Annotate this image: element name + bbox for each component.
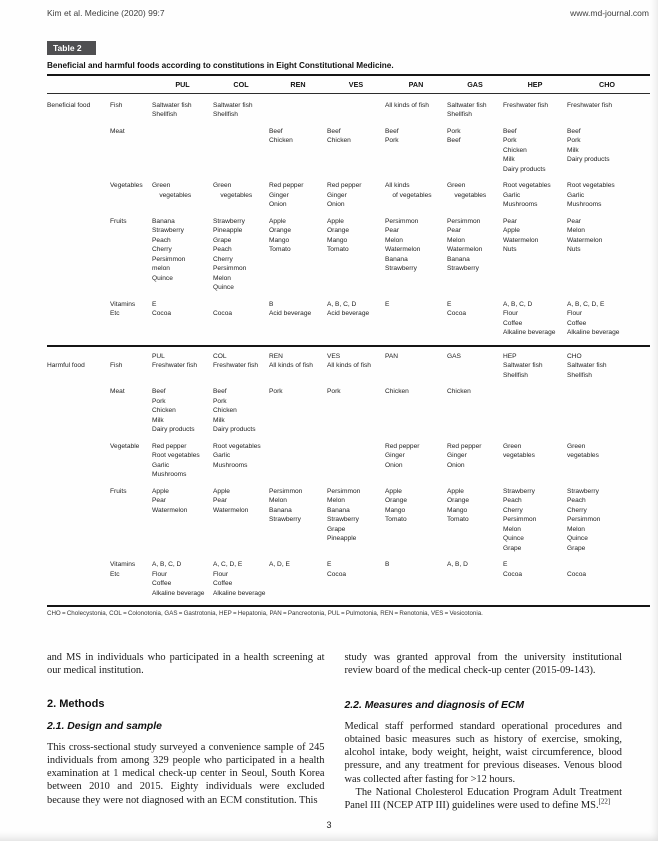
table-cell: Green vegetables	[213, 182, 253, 199]
table-cell: Pear Melon Watermelon Nuts	[567, 217, 603, 253]
row-category: Fish	[110, 362, 123, 369]
table-row	[47, 181, 650, 210]
table-cell: B	[385, 561, 390, 568]
table-cell: Banana Strawberry Peach Cherry Persimmon melon Quince	[152, 217, 186, 282]
table-badge: Table 2	[47, 41, 96, 55]
table-cell: A, B, C, D Flour Coffee Alkaline beverage	[152, 561, 205, 597]
spacer	[47, 352, 110, 362]
row-category: Vegetables	[110, 182, 143, 189]
table-cell: Persimmon Melon Banana Strawberry Grape Pineapple	[327, 487, 361, 542]
section-divider-rule	[47, 345, 650, 347]
section-label: Beneficial food	[47, 101, 91, 109]
table-cell: All kinds of fish	[385, 101, 429, 109]
table-cell: Cocoa	[213, 310, 233, 317]
spacer	[110, 80, 152, 90]
table-cell: Root vegetables Garlic Mushrooms	[567, 182, 615, 208]
spacer	[110, 352, 152, 362]
table-cell: Chicken	[447, 388, 471, 395]
table-cell: A, D, E	[269, 561, 290, 568]
table-2-block	[47, 38, 650, 617]
table-cell: Pear Apple Watermelon Nuts	[503, 217, 539, 253]
paragraph-text: The National Cholesterol Education Program Adult Treatment Panel III (NCEP ATP III) guidelines were used to define MS.	[344, 786, 622, 811]
section-label	[47, 387, 110, 435]
journal-url[interactable]: www.md-journal.com	[570, 8, 649, 18]
table-cell: Beef Pork Chicken Milk Dairy products	[213, 388, 256, 433]
table-title: Beneficial and harmful foods according to constitutions in Eight Constitutional Medicine.	[47, 61, 394, 70]
section-label	[47, 560, 110, 598]
table-cell: Red pepper Ginger Onion	[327, 182, 362, 208]
column-header: VES	[327, 352, 341, 360]
table-cell: Apple Orange Mango Tomato	[269, 217, 291, 253]
column-header: COL	[213, 352, 227, 360]
table-cell: A, C, D, E Flour Coffee Alkaline beverage	[213, 561, 266, 597]
table-cell: Beef Pork	[385, 127, 399, 144]
table-cell: Cocoa	[567, 570, 587, 578]
table-cell	[213, 127, 269, 175]
table-cell: Strawberry Peach Cherry Persimmon Melon Quince Grape	[503, 487, 537, 552]
spacer	[47, 80, 110, 90]
table-cell: Pork Beef	[447, 127, 461, 144]
body-left-column	[47, 651, 325, 812]
row-category: Meat	[110, 127, 125, 135]
table-cell: Green vegetables	[503, 442, 535, 459]
column-header: PUL	[152, 352, 165, 360]
table-cell: Freshwater fish	[152, 362, 198, 369]
subsection-heading-design: 2.1. Design and sample	[47, 721, 162, 733]
section-label	[47, 442, 110, 480]
row-category: Fruits	[110, 487, 127, 495]
table-body	[47, 94, 650, 599]
table-cell: A, B, C, D Flour Coffee Alkaline beverage	[503, 300, 556, 336]
table-cell: Green vegetables	[567, 442, 599, 459]
table-row	[47, 127, 650, 175]
page-header	[0, 0, 658, 18]
column-header: PUL	[175, 80, 190, 89]
table-cell: Saltwater fish Shellfish	[447, 101, 487, 118]
column-header: REN	[290, 80, 306, 89]
row-category: Fish	[110, 101, 123, 109]
paragraph: Medical staff performed standard operational procedures and obtained basic measures such as history of exercise, smoking, alcohol intake, body weight, height, waist circumference, blood pressure, and any treatment for previous diseases. Venous blood was collected after fasting for >12 hours.	[344, 721, 622, 785]
repeat-column-headers	[47, 352, 650, 362]
table-row	[47, 387, 650, 435]
table-row	[47, 560, 650, 598]
column-header: PAN	[408, 80, 424, 89]
table-cell: Saltwater fish Shellfish	[503, 362, 543, 379]
section-label: Harmful food	[47, 362, 85, 369]
column-header: HEP	[503, 352, 517, 360]
table-cell	[327, 101, 385, 120]
column-header: VES	[348, 80, 364, 89]
section-heading-methods: 2. Methods	[47, 698, 105, 711]
table-cell: Red pepper Ginger Onion	[447, 442, 482, 469]
table-cell: Saltwater fish Shellfish	[213, 101, 253, 118]
body-text	[47, 651, 622, 812]
paragraph: study was granted approval from the university institutional review board of the medical check-up center (2015-09-143).	[344, 652, 622, 677]
table-cell: Pork	[327, 388, 341, 395]
table-cell	[269, 101, 327, 120]
paragraph: This cross-sectional study surveyed a convenience sample of 245 individuals from among 329 people who participated in a health examination at 1 medical check-up center in Seoul, South Korea between 2010 and 2015. Eighty individuals were excluded because they were not diagnosed with an ECM constitution. This	[47, 742, 325, 806]
table-cell: Apple Pear Watermelon	[213, 487, 249, 514]
table-cell: Beef Pork Chicken Milk Dairy products	[152, 388, 195, 433]
table-cell	[152, 127, 213, 175]
section-label	[47, 217, 110, 293]
table-cell: Freshwater fish	[503, 101, 549, 109]
table-cell: All kinds of fish	[269, 362, 313, 369]
table-cell	[503, 387, 567, 435]
table-cell: Saltwater fish Shellfish	[567, 362, 607, 379]
table-cell: Chicken	[385, 388, 409, 395]
table-cell: E	[385, 300, 390, 308]
table-cell: A, B, C, D Acid beverage	[327, 300, 370, 317]
table-cell	[567, 387, 647, 435]
table-cell: B Acid beverage	[269, 300, 312, 317]
table-cell: Apple Orange Mango Tomato	[327, 217, 349, 253]
table-footnote: CHO = Cholecystonia, COL = Colonotonia, GAS = Gastrotonia, HEP = Hepatonia, PAN = Pancreotonia, PUL = Pulmotonia, REN = Renotonia, VES = Vesicotonia.	[47, 610, 483, 617]
running-head: Kim et al. Medicine (2020) 99:7	[47, 8, 165, 18]
subsection-heading-measures: 2.2. Measures and diagnosis of ECM	[344, 700, 525, 712]
row-category: Vitamins Etc	[110, 300, 136, 317]
column-header: CHO	[599, 80, 615, 89]
table-cell: A, B, C, D, E Flour Coffee Alkaline beverage	[567, 300, 620, 336]
citation-ref-22[interactable]: [22]	[598, 797, 611, 806]
table-cell: Root vegetables Garlic Mushrooms	[213, 442, 261, 469]
table-bottom-rule	[47, 605, 650, 607]
table-cell: E Cocoa	[447, 300, 467, 317]
table-cell: Beef Chicken	[269, 127, 293, 144]
page-number: 3	[326, 820, 332, 830]
table-cell: E Cocoa	[503, 561, 523, 578]
row-category: Vitamins Etc	[110, 561, 136, 578]
section-label	[47, 127, 110, 175]
section-label	[47, 181, 110, 210]
table-cell: Beef Chicken	[327, 127, 351, 144]
table-cell: Persimmon Melon Banana Strawberry	[269, 487, 303, 523]
column-header: GAS	[447, 352, 461, 360]
table-cell: Persimmon Pear Melon Watermelon Banana Strawberry	[447, 217, 483, 272]
column-header: GAS	[467, 80, 483, 89]
table-cell: All kinds of fish	[327, 362, 371, 369]
table-cell: Red pepper Ginger Onion	[385, 442, 420, 469]
table-row	[47, 300, 650, 338]
table-cell: E Cocoa	[327, 561, 347, 578]
column-header: PAN	[385, 352, 399, 360]
table-cell: Apple Orange Mango Tomato	[385, 487, 407, 523]
table-cell: Freshwater fish	[567, 101, 613, 109]
row-category: Fruits	[110, 217, 127, 225]
table-row	[47, 361, 650, 380]
table-cell: Strawberry Peach Cherry Persimmon Melon Quince Grape	[567, 487, 601, 552]
table-cell: Green vegetables	[447, 182, 487, 199]
table-cell: Freshwater fish	[213, 362, 259, 369]
table-cell: Pork	[269, 388, 283, 395]
paragraph: and MS in individuals who participated in a health screening at our medical institution.	[47, 652, 325, 677]
table-cell	[447, 361, 503, 380]
column-header: CHO	[567, 352, 582, 360]
table-cell: Red pepper Ginger Onion	[269, 182, 304, 208]
table-cell: E Cocoa	[152, 300, 172, 317]
table-row	[47, 442, 650, 480]
table-cell: Red pepper Root vegetables Garlic Mushrooms	[152, 442, 200, 478]
column-header: HEP	[527, 80, 543, 89]
table-cell: Persimmon Pear Melon Watermelon Banana Strawberry	[385, 217, 421, 272]
body-right-column	[345, 651, 623, 812]
table-row	[47, 101, 650, 120]
table-row	[47, 217, 650, 293]
table-cell	[327, 442, 385, 480]
table-cell: Apple Orange Mango Tomato	[447, 487, 469, 523]
table-cell: Green vegetables	[152, 182, 192, 199]
section-label	[47, 487, 110, 554]
row-category: Vegetable	[110, 442, 140, 450]
paragraph	[345, 786, 623, 812]
column-header: REN	[269, 352, 283, 360]
section-label	[47, 300, 110, 338]
table-cell: Beef Pork Milk Dairy products	[567, 127, 610, 163]
table-cell	[269, 442, 327, 480]
table-cell	[385, 361, 447, 380]
table-cell: Strawberry Pineapple Grape Peach Cherry Persimmon Melon Quince	[213, 217, 247, 291]
table-cell: All kinds of vegetables	[385, 182, 432, 199]
table-cell: Saltwater fish Shellfish	[152, 101, 192, 118]
table-cell: Root vegetables Garlic Mushrooms	[503, 182, 551, 208]
table-column-headers	[47, 76, 650, 93]
table-cell: Apple Pear Watermelon	[152, 487, 188, 514]
table-cell: Beef Pork Chicken Milk Dairy products	[503, 127, 546, 173]
table-cell: A, B, D	[447, 561, 468, 568]
row-category: Meat	[110, 388, 125, 395]
table-row	[47, 487, 650, 554]
column-header: COL	[233, 80, 249, 89]
